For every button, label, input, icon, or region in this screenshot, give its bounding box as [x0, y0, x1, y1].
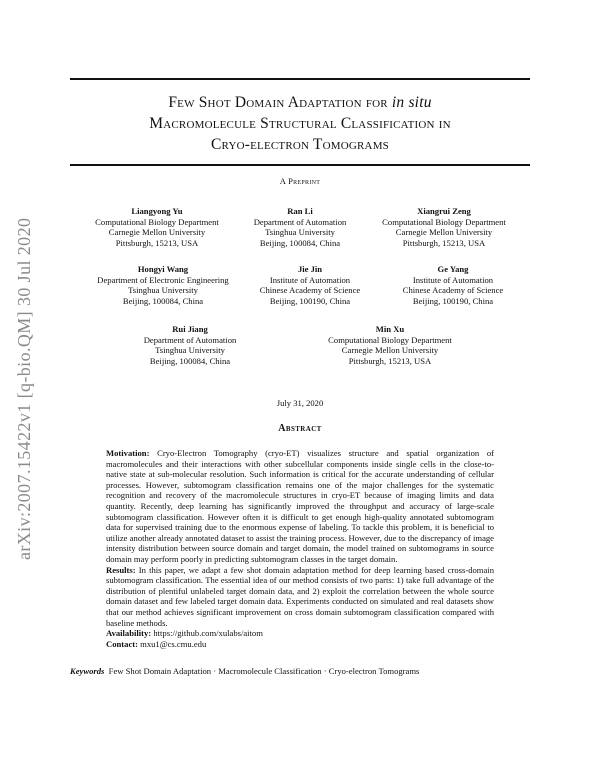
- author-affiliation: Institute of Automation: [412, 274, 494, 285]
- author-affiliation: Carnegie Mellon University: [341, 345, 439, 356]
- abstract-heading: Abstract: [278, 423, 322, 434]
- title-bottom-rule: [70, 164, 530, 166]
- author-block: [77, 206, 237, 248]
- author-name: Ran Li: [287, 206, 313, 216]
- author-block: [364, 206, 524, 248]
- contact-email[interactable]: mxu1@cs.cmu.edu: [137, 638, 207, 649]
- keywords-text: Few Shot Domain Adaptation · Macromolecule Classification · Cryo-electron Tomograms: [104, 666, 420, 676]
- publication-date: July 31, 2020: [276, 398, 324, 408]
- title-italic: in situ: [391, 94, 432, 111]
- author-affiliation: Carnegie Mellon University: [395, 227, 493, 238]
- author-affiliation: Pittsburgh, 15213, USA: [348, 355, 432, 366]
- author-affiliation: Department of Electronic Engineering: [97, 274, 229, 285]
- abstract-contact: [106, 639, 494, 650]
- keywords-line: [70, 666, 530, 676]
- keywords-label: Keywords: [70, 666, 105, 676]
- author-affiliation: Tsinghua University: [128, 285, 198, 296]
- title-line-1: Few Shot Domain Adaptation for: [168, 94, 392, 111]
- author-name: Ge Yang: [437, 264, 469, 274]
- author-block: [310, 324, 470, 366]
- author-affiliation: Chinese Academy of Science: [402, 285, 504, 296]
- author-block: [110, 324, 270, 366]
- author-affiliation: Department of Automation: [143, 334, 237, 345]
- author-affiliation: Beijing, 100190, China: [412, 295, 494, 306]
- abstract-body: [106, 448, 494, 649]
- author-name: Min Xu: [375, 324, 405, 334]
- author-name: Jie Jin: [297, 264, 323, 274]
- author-affiliation: Institute of Automation: [269, 274, 351, 285]
- author-name: Liangyong Yu: [131, 206, 183, 216]
- author-affiliation: Computational Biology Department: [95, 216, 219, 227]
- results-label: Results:: [106, 564, 136, 575]
- author-block: [83, 264, 243, 306]
- author-block: [230, 264, 390, 306]
- abstract-motivation: [106, 448, 494, 565]
- results-text: In this paper, we adapt a few shot domain adaptation method for deep learning based cross-domain subtomogram classification. The essential idea of our method consists of two parts: 1) take full advantage of the distribution of plentiful unlabeled target domain data, and 2) exploit the correlation between the whole source domain dataset and few labeled target domain data. Experiments conducted on simulated and real datasets show that our method achieves significant improvement on cross domain subtomogram classification compared with baseline methods.: [106, 564, 494, 628]
- title-top-rule: [70, 78, 530, 80]
- author-affiliation: Beijing, 100084, China: [149, 355, 231, 366]
- author-affiliation: Chinese Academy of Science: [259, 285, 361, 296]
- author-affiliation: Beijing, 100084, China: [259, 237, 341, 248]
- author-block: [220, 206, 380, 248]
- author-affiliation: Computational Biology Department: [328, 334, 452, 345]
- abstract-results: [106, 565, 494, 629]
- author-affiliation: Beijing, 100190, China: [269, 295, 351, 306]
- availability-label: Availability:: [106, 628, 152, 639]
- preprint-label: A Preprint: [279, 176, 321, 186]
- title-line-2: Macromolecule Structural Classification in: [149, 115, 451, 132]
- author-affiliation: Pittsburgh, 15213, USA: [402, 237, 486, 248]
- author-name: Hongyi Wang: [137, 264, 189, 274]
- availability-link[interactable]: https://github.com/xulabs/aitom: [151, 628, 263, 639]
- author-affiliation: Carnegie Mellon University: [108, 227, 206, 238]
- author-affiliation: Department of Automation: [253, 216, 347, 227]
- author-affiliation: Pittsburgh, 15213, USA: [115, 237, 199, 248]
- author-name: Xiangrui Zeng: [417, 206, 471, 216]
- paper-title: [70, 92, 530, 155]
- author-affiliation: Computational Biology Department: [382, 216, 506, 227]
- motivation-label: Motivation:: [106, 448, 150, 458]
- author-block: [373, 264, 533, 306]
- motivation-text: Cryo-Electron Tomography (cryo-ET) visualizes structure and spatial organization of macromolecules and their interactions with other subcellular components inside single cells in the close-to-native state at sub-molecular resolution. Such information is critical for the accurate understanding of cellular processes. However, subtomogram classification remains one of the major challenges for the systematic recognition and recovery of the macromolecule structures in cryo-ET because of imaging limits and data quantity. Recently, deep learning has significantly improved the throughput and accuracy of large-scale subtomogram classification. However often it is difficult to get enough high-quality annotated subtomogram data for supervised training due to the enormous expense of labeling. To tackle this problem, it is beneficial to utilize another already annotated dataset to assist the training process. However, due to the discrepancy of image intensity distribution between source domain and target domain, the model trained on subtomograms in source domain may perform poorly in predicting subtomogram classes in the target domain.: [106, 448, 494, 564]
- author-affiliation: Beijing, 100084, China: [122, 295, 204, 306]
- contact-label: Contact:: [106, 638, 138, 649]
- abstract-availability: [106, 628, 494, 639]
- author-affiliation: Tsinghua University: [265, 227, 335, 238]
- author-affiliation: Tsinghua University: [155, 345, 225, 356]
- arxiv-identifier: arXiv:2007.15422v1 [q-bio.QM] 30 Jul 2020: [14, 217, 34, 560]
- title-line-3: Cryo-electron Tomograms: [210, 136, 389, 153]
- author-name: Rui Jiang: [172, 324, 208, 334]
